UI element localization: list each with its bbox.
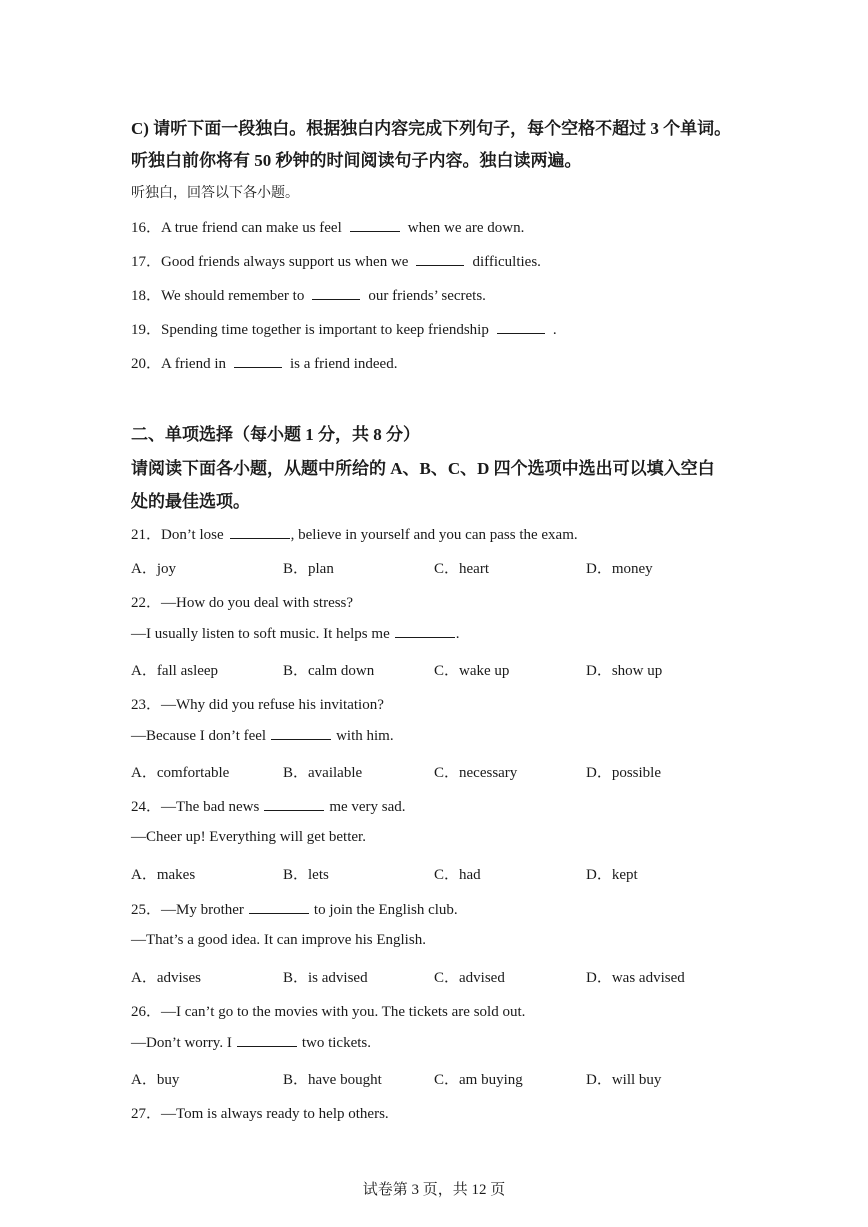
question-26: 26．—I can’t go to the movies with you. The tickets are sold out.	[131, 1004, 526, 1020]
option-c[interactable]: C．advised	[434, 970, 505, 986]
answer-blank	[271, 727, 331, 740]
fill-in-question-17	[131, 250, 541, 271]
option-c[interactable]: C．am buying	[434, 1072, 523, 1088]
question-text: .	[455, 626, 460, 642]
answer-blank	[237, 1034, 297, 1047]
option-b[interactable]: B．is advised	[283, 970, 368, 986]
answer-blank	[234, 355, 282, 368]
section-c-instruction-line1: C) 请听下面一段独白。根据独白内容完成下列句子，每个空格不超过 3 个单词。	[131, 119, 732, 138]
answer-blank	[416, 253, 464, 266]
answer-blank	[350, 219, 400, 232]
question-text: difficulties.	[472, 254, 541, 270]
question-text: our friends’ secrets.	[368, 288, 486, 304]
section-2-instruction-line2: 处的最佳选项。	[131, 492, 250, 511]
section-2-instruction-line1: 请阅读下面各小题，从题中所给的 A、B、C、D 四个选项中选出可以填入空白	[131, 459, 715, 478]
option-b[interactable]: B．have bought	[283, 1072, 382, 1088]
question-text: 19．Spending time together is important to keep friendship	[131, 322, 489, 338]
fill-in-question-19	[131, 318, 557, 339]
question-25	[131, 898, 458, 919]
option-a[interactable]: A．joy	[131, 561, 177, 577]
question-text: —Because I don’t feel	[131, 728, 267, 744]
fill-in-question-20	[131, 352, 397, 373]
question-text: with him.	[336, 728, 394, 744]
option-d[interactable]: D．kept	[586, 867, 638, 883]
fill-in-question-18	[131, 284, 486, 305]
question-text: 24．—The bad news	[131, 799, 260, 815]
answer-blank	[395, 625, 455, 638]
question-21	[131, 523, 578, 544]
question-text: when we are down.	[407, 220, 525, 236]
question-24-reply: —Cheer up! Everything will get better.	[131, 829, 366, 845]
question-text: 17．Good friends always support us when we	[131, 254, 409, 270]
question-22-reply	[131, 625, 459, 643]
option-d[interactable]: D．show up	[586, 663, 663, 679]
question-text: 20．A friend in	[131, 356, 226, 372]
option-b[interactable]: B．plan	[283, 561, 334, 577]
question-text: 21．Don’t lose	[131, 527, 224, 543]
option-b[interactable]: B．available	[283, 765, 363, 781]
option-d[interactable]: D．possible	[586, 765, 662, 781]
question-text: to join the English club.	[313, 902, 458, 918]
option-d[interactable]: D．was advised	[586, 970, 685, 986]
option-c[interactable]: C．wake up	[434, 663, 510, 679]
answer-blank	[230, 526, 290, 539]
question-23: 23．—Why did you refuse his invitation?	[131, 697, 384, 713]
option-a[interactable]: A．fall asleep	[131, 663, 219, 679]
option-a[interactable]: A．buy	[131, 1072, 180, 1088]
answer-blank	[497, 321, 545, 334]
answer-blank	[264, 798, 324, 811]
question-text: 25．—My brother	[131, 902, 244, 918]
option-d[interactable]: D．will buy	[586, 1072, 662, 1088]
question-25-reply: —That’s a good idea. It can improve his English.	[131, 932, 426, 948]
option-a[interactable]: A．advises	[131, 970, 201, 986]
question-text: 16．A true friend can make us feel	[131, 220, 342, 236]
section-2-heading: 二、单项选择（每小题 1 分，共 8 分）	[131, 425, 420, 444]
question-23-reply	[131, 727, 394, 745]
section-c-note: 听独白，回答以下各小题。	[131, 186, 299, 201]
question-text: is a friend indeed.	[290, 356, 398, 372]
question-text: —Don’t worry. I	[131, 1035, 232, 1051]
fill-in-question-16	[131, 216, 524, 237]
page-footer: 试卷第 3 页，共 12 页	[362, 1182, 506, 1198]
question-text: —I usually listen to soft music. It helps me	[131, 626, 390, 642]
option-a[interactable]: A．makes	[131, 867, 196, 883]
option-d[interactable]: D．money	[586, 561, 653, 577]
question-text: , believe in yourself and you can pass the exam.	[290, 527, 578, 543]
answer-blank	[312, 287, 360, 300]
question-text: 18．We should remember to	[131, 288, 305, 304]
question-26-reply	[131, 1034, 371, 1052]
option-b[interactable]: B．calm down	[283, 663, 375, 679]
option-c[interactable]: C．had	[434, 867, 481, 883]
option-a[interactable]: A．comfortable	[131, 765, 230, 781]
answer-blank	[249, 901, 309, 914]
section-c-instruction-line2: 听独白前你将有 50 秒钟的时间阅读句子内容。独白读两遍。	[131, 151, 582, 170]
option-c[interactable]: C．necessary	[434, 765, 518, 781]
question-text: .	[552, 322, 557, 338]
question-22: 22．—How do you deal with stress?	[131, 595, 354, 611]
question-24	[131, 795, 406, 816]
question-text: me very sad.	[329, 799, 406, 815]
option-b[interactable]: B．lets	[283, 867, 329, 883]
question-text: two tickets.	[301, 1035, 371, 1051]
option-c[interactable]: C．heart	[434, 561, 489, 577]
question-27: 27．—Tom is always ready to help others.	[131, 1106, 389, 1122]
